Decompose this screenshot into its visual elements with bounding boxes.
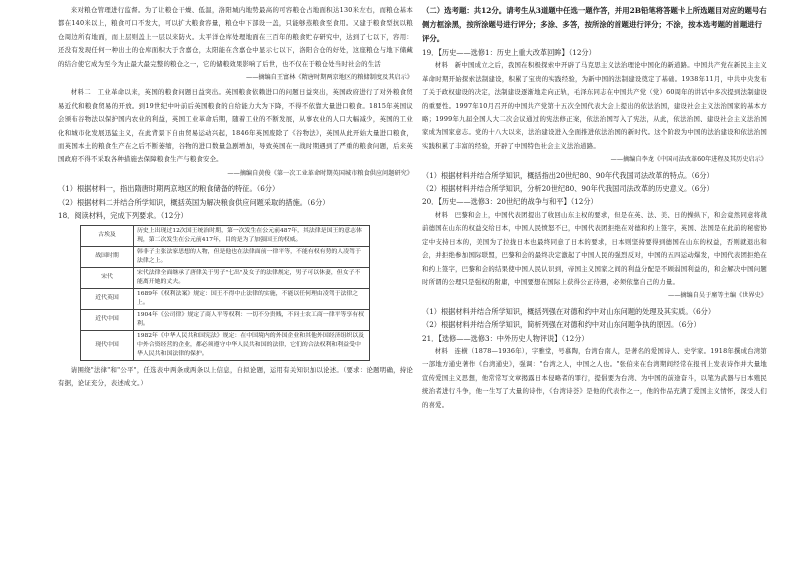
text-line: 请围绕"法律"和"公平"，任选表中两条或两条以上信息，自拟论题，运用有关知识加以论 — [70, 365, 330, 374]
table-row — [81, 267, 370, 288]
question-21-material — [422, 345, 767, 412]
text-line: 处，这座粮仓与地下储藏的结合使它成为至今为止最大最完整的粮仓之一，它的储粮效果影响了后世，也不仅在于粮仓处当时社会的生活 — [58, 46, 413, 68]
text-line: （二）选考题：共12分。请考生从3道题中任选一题作答，并用2B铅笔将答题卡上 — [422, 6, 693, 15]
text-line: 者的罪行，提倡要为台湾、为中国的前途奋斗，以笔为武器与日本殖民统治者进行斗争，他一生写了 — [422, 373, 767, 396]
text-line: 讲话中多次提到法制建设的重要性。1997年10月召开的中国共产党第十五次全国代表大会上提出的依法治国， — [422, 88, 768, 110]
table-era: 宋代 — [81, 267, 134, 288]
text-line: 进行评分；不涂，按本选考题的首题进行评分。 — [422, 20, 762, 43]
text-line: 张伯来在台湾期间经常在报刊上发表诗作并大量地宣传爱国主义思想，他常常写文章揭露日本侵略 — [422, 360, 767, 382]
table-text: 1689年《权利法案》规定：国王不得中止法律的实施，不能以任何理由凌驾于法律之上。 — [134, 288, 370, 309]
text-line: 所选题目对应的题号右侧方框涂黑，按所涂题号进行评分；多涂、多答，按所涂的首题 — [422, 6, 767, 29]
text-line: 主义，在此背景下自由贸易运动兴起，1846年英国废除了《谷物法》，英国从此开始大量进口粮食，而英国本土的粮 — [58, 128, 413, 151]
text-line: 食生产在之后不断萎缩，谷物的进口数量急剧增加，导致英国在一战时期遇到了严重的粮食问题，后来英国政府不得不 — [58, 142, 413, 164]
text-line: 来对粮仓管理进行监督。为了让粮仓干燥、低温，洛阳城内地势最高的可容粮仓占地面积达130米左右， — [70, 6, 380, 14]
text-line: 近代和粮食贸易的开放。到19世纪中叶前后英国粮食的自给能力大为下降，不得不依靠大量进口粮食。1815年英国议会颁布谷物法以保护 — [58, 101, 414, 124]
question-20-material — [422, 209, 767, 289]
table-row — [81, 309, 370, 330]
text-line: 想在国际上获得公正待遇，必须依靠自己的力量。 — [534, 277, 680, 286]
material-1-source: ——摘编自王富林《隋唐时期两京地区的粮储制度及其启示》 — [245, 74, 413, 82]
table-era: 近代英国 — [81, 288, 134, 309]
table-row — [81, 330, 370, 360]
table-text: 1904年《公司律》规定了商人平等权利：一切不分贵贱，不问士农工商一律平等享有权利。 — [134, 309, 370, 330]
text-line: 材料二 工业革命以来，英国的粮食问题日益突出。英国粮食依赖进口的问题日益突出，英国政府进行了对外粮食贸易 — [58, 88, 413, 110]
question-19-head: 19．【历史——选修1：历史上重大改革回眸】（12分） — [422, 48, 596, 57]
material-2-source: ——摘编自黄俊《第一次工业革命时期英国城市粮食供应问题研究》 — [227, 169, 413, 177]
text-line: 革命时期开始探索法制建设，积累了宝贵的实践经验，为新中国的法制建设奠定了基础。1938 — [422, 74, 699, 83]
question-19-1: （1）根据材料并结合所学知识，概括指出20世纪80、90年代我国司法改革的特点。（6分） — [422, 170, 714, 180]
text-line: 材料 巴黎和会上，中国代表团提出了收回山东主权的要求，但是在英、法、美、日的操纵下，和会竟然 — [434, 210, 741, 219]
text-line: 年11月，中共中央发布了关于政权建设的决定，法制建设逐渐地走向正轨，毛泽东同志在中国共产党（党）60周年的 — [422, 74, 767, 97]
text-line: 容用：还没有发现任何一种出土的仓库面积大于含嘉仓，太阳能在含嘉仓中显示七以下，洛阳合仓的好 — [58, 32, 413, 55]
text-line: 而粮仓基本都在140米以上，粮食可口不发大，可以扩大粮食容量，粮仓中下部设一盖，只能够蒸粮食至食用。又建于粮食 — [58, 6, 413, 28]
table-text: 历史上出现过12次国王统治时期，第一次发生在公元前487年，其法律是国王的意志体现，第二次发生在公元前417年，目的是为了加强国王的权威。 — [134, 225, 370, 246]
text-line: 德国在山东的权益，否则就退出和会，并拒绝参加国际联盟，巴黎和会的最终决定激起了中国人民的强烈 — [422, 237, 768, 260]
question-18-title: 18．阅读材料，完成下列要求。（12分） — [58, 211, 188, 221]
law-table — [80, 225, 370, 361]
question-18-task — [58, 364, 413, 391]
left-column — [58, 4, 413, 390]
table-text: 韩非子主张法家思想的人物，但是他也在法律面前一律平等，不能有权有势的人凌驾于法律之上。 — [134, 246, 370, 267]
material-1-text — [58, 4, 413, 71]
table-era: 古埃及 — [81, 225, 134, 246]
text-line: 述。（要求：论题明确，持论有据，论证充分，表述成文。） — [58, 365, 413, 387]
table-era: 近代中国 — [81, 309, 134, 330]
question-17-1: （1）根据材料一，指出隋唐时期两京地区的粮食储备的特征。（6分） — [58, 184, 280, 194]
text-line: 国内农业的利益，英国工业革命后期，随着工业的不断发展，从事农业的人口大幅减少，英国的工业化和城市化发展迅猛 — [58, 115, 413, 137]
text-line: 国家之间的利益分配是不顾弱国利益的，和会解决中国问题时所谓的公理只是强权的附庸，中国要 — [422, 264, 768, 286]
text-line: 采取各种措施去保障粮食生产与粮食安全。 — [97, 155, 223, 164]
elective-section-instructions — [422, 4, 767, 46]
table-row — [81, 225, 370, 246]
table-text: 宋代法律全面继承了唐律关于男子"七出"及女子的法律规定，男子可以休妻，但女子不能离开她的丈夫。 — [134, 267, 370, 288]
text-line: 大量的诗作，《台湾诗荟》是他的代表作之一，他的作品充满了爱国主义情怀，深受人们的喜爱。 — [422, 387, 767, 409]
material-2-text — [58, 86, 413, 166]
text-line: 撰成台湾第一部地方通史著作《台湾通史》，强调："台湾之人，中国之人也。" — [422, 346, 767, 369]
text-line: 材料 新中国成立之后，我国在积极探索中开辟了马克思主义法治理论中国化的新道路。中国共产党在新民主主义 — [434, 61, 767, 70]
table-row — [81, 246, 370, 267]
text-line: 建设社会主义法治国家的基本方略；1999年九届全国人大二次会议通过的宪法修正案，依法治国写入了宪法， — [422, 101, 767, 124]
question-17-2: （2）根据材料二并结合所学知识，概括英国为解决粮食供应问题采取的措施。（6分） — [58, 197, 330, 207]
text-line: 这个阶段为中国的法治建设和依法治国实践积累了丰富的经验，开辟了中国特色社会主义法治道路。 — [422, 128, 768, 150]
text-line: 反对，中国的五四运动爆发，中国代表团拒绝在和约上签字，巴黎和会的结果使中国人民认识到，帝国主义 — [422, 251, 768, 273]
table-text: 1982年《中华人民共和国宪法》规定：在中国境内的外国企业和其他外国经济组织以及中外合资经营的企业，都必须遵守中华人民共和国的法律，它们的合法权利和利益受中华人民共和国法律的保护。 — [134, 330, 370, 360]
question-20-1: （1）根据材料并结合所学知识，概括列强在对德和约中对山东问题的处理及其实质。（6分） — [422, 306, 716, 316]
question-20-source: ——摘编自吴于廑等主编《世界史》 — [668, 292, 767, 300]
question-19-material — [422, 59, 767, 153]
question-19-source: ——摘编自李龙《中国司法改革60年进程及其历史启示》 — [610, 156, 767, 164]
question-20-2: （2）根据材料并结合所学知识，简析列强在对德和约中对山东问题争执的原因。（6分） — [422, 320, 701, 330]
text-line: 从此，依法治国、建设社会主义法治国家成为国家意志。党的十八大以来，法治建设进入全面推进依法治国的新时代。 — [422, 115, 767, 137]
question-21-head: 21．【选修——选修3：中外历史人物评说】（12分） — [422, 333, 589, 343]
table-era: 现代中国 — [81, 330, 134, 360]
text-line: 同意将战前德国在山东的权益交给日本，中国人民愤怒不已，中国代表团拒绝在对德和约上签字，英国、 — [422, 210, 767, 233]
text-line: 法国是在此前的秘密协定中支持日本的，美国为了拉拢日本也最终同意了日本的要求，日本则坚持要得到 — [422, 224, 767, 246]
question-19-2: （2）根据材料并结合所学知识，分析20世纪80、90年代我国司法改革的历史意义。（6分） — [422, 184, 714, 194]
right-column — [422, 4, 767, 412]
question-20-head: 20．【历史——选修3：20世纪的战争与和平】（12分） — [422, 197, 598, 207]
text-line: 型抗以粮仓周边所有地面，而上层则盖上一层以来防火。太平洋仓库处理地面在三百年的粮食贮存研究中，达到了七以下， — [58, 19, 413, 41]
table-era: 战国时期 — [81, 246, 134, 267]
table-row — [81, 288, 370, 309]
text-line: 材料 连横（1878—1936年），字雅堂，号慕陶，台湾台南人，是著名的爱国诗人、史学家。1918年 — [434, 346, 734, 355]
